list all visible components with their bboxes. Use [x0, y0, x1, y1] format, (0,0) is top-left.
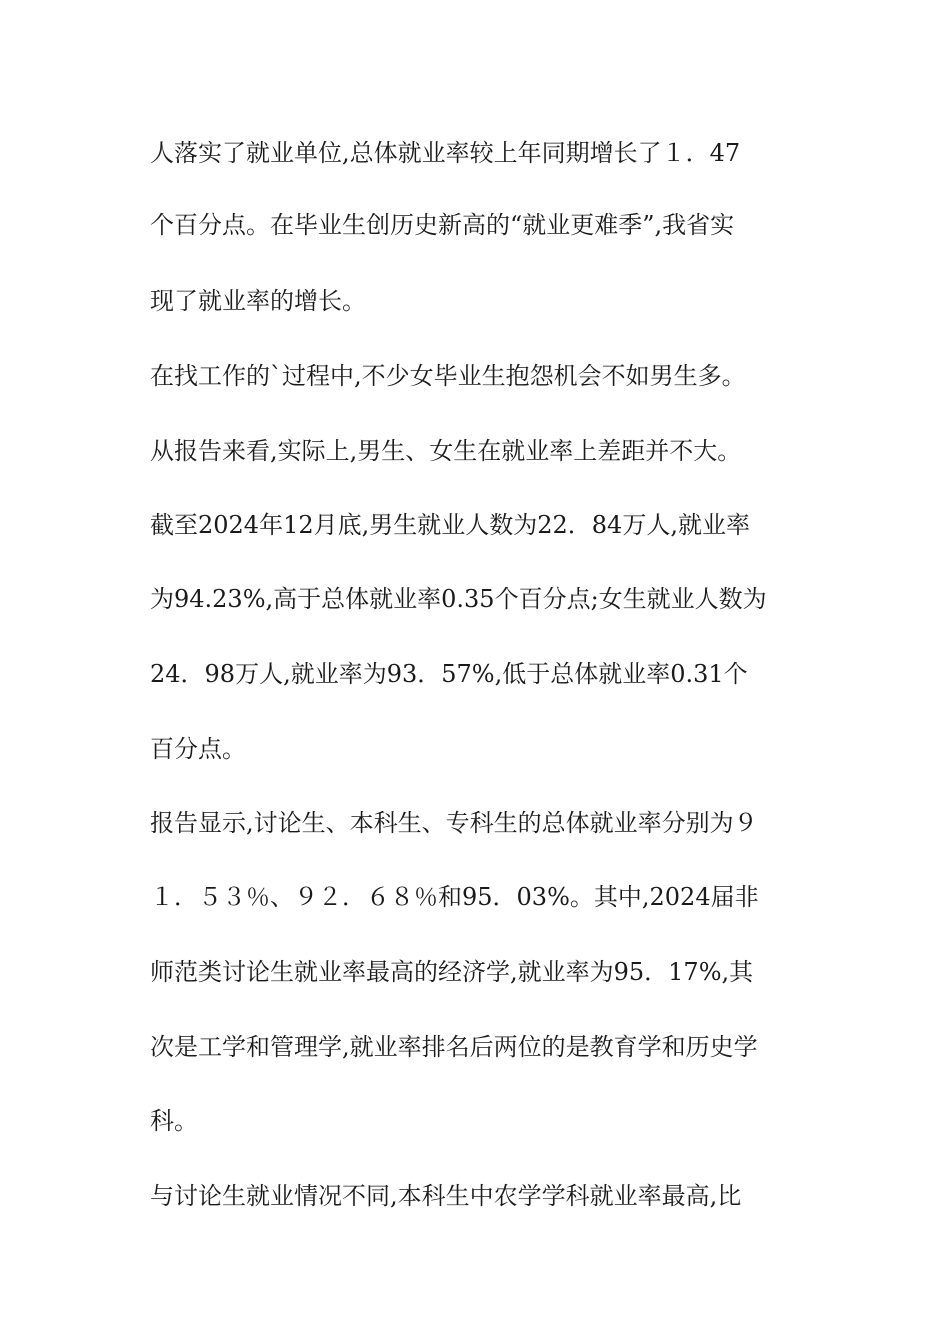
- text-line-3: 现了就业率的增长。: [150, 287, 366, 315]
- text-line-2: 个百分点。在毕业生创历史新高的“就业更难季”,我省实: [150, 211, 735, 239]
- text-line-4: 在找工作的`过程中,不少女毕业生抱怨机会不如男生多。: [150, 362, 746, 390]
- text-line-7: 为94.23%,高于总体就业率0.35个百分点;女生就业人数为: [150, 585, 767, 613]
- text-line-5: 从报告来看,实际上,男生、女生在就业率上差距并不大。: [150, 437, 742, 465]
- text-line-8: 24．98万人,就业率为93．57%,低于总体就业率0.31个: [150, 660, 748, 688]
- text-line-13: 次是工学和管理学,就业率排名后两位的是教育学和历史学: [150, 1033, 758, 1061]
- text-line-6: 截至2024年12月底,男生就业人数为22．84万人,就业率: [150, 511, 750, 539]
- text-line-12: 师范类讨论生就业率最高的经济学,就业率为95．17%,其: [150, 958, 754, 986]
- text-line-9: 百分点。: [150, 735, 246, 763]
- text-line-11: １．５３％、９２．６８％和95．03%。其中,2024届非: [150, 883, 759, 911]
- text-line-10: 报告显示,讨论生、本科生、专科生的总体就业率分别为９: [150, 809, 758, 837]
- text-line-14: 科。: [150, 1107, 198, 1135]
- text-line-15: 与讨论生就业情况不同,本科生中农学学科就业率最高,比: [150, 1182, 742, 1210]
- text-line-1: 人落实了就业单位,总体就业率较上年同期增长了１．47: [150, 139, 741, 167]
